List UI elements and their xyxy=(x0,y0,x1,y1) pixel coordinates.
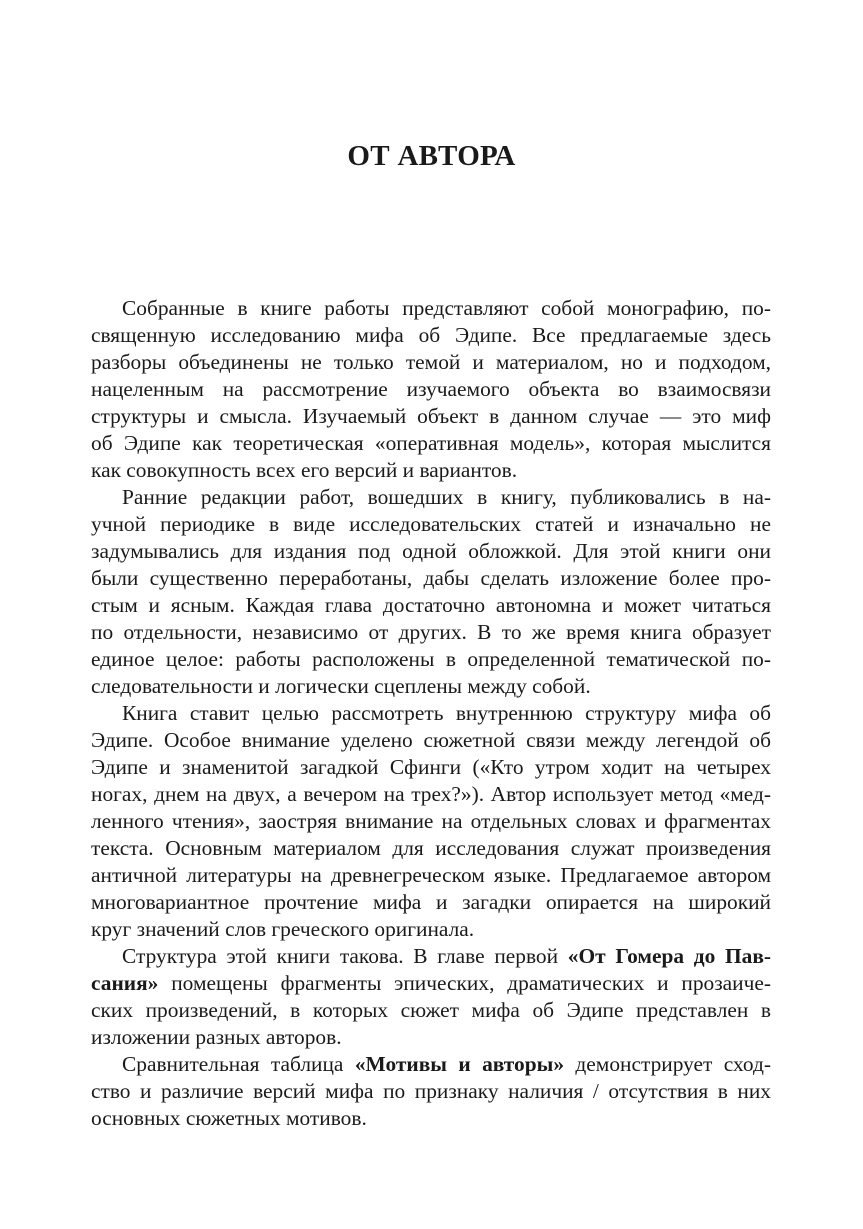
text-line: изложении разных авторов. xyxy=(91,1025,342,1049)
text-line: круг значений слов греческого оригинала. xyxy=(91,917,475,941)
paragraph-1 xyxy=(91,295,771,484)
text-line: задумывались для издания под одной обложкой. Для этой книги они xyxy=(91,539,771,563)
text-line: стым и ясным. Каждая глава достаточно автономна и может читаться xyxy=(91,593,771,617)
text-line: разборы объединены не только темой и материалом, но и подходом, xyxy=(91,350,771,374)
text-line: были существенно переработаны, дабы сделать изложение более про- xyxy=(91,566,771,590)
text-line: священную исследованию мифа об Эдипе. Все предлагаемые здесь xyxy=(91,323,771,347)
text-line: по отдельности, независимо от других. В то же время книга образует xyxy=(91,620,771,644)
text-line: ских произведений, в которых сюжет мифа об Эдипе представлен в xyxy=(91,998,771,1022)
text-span: демонстрирует сход- xyxy=(564,1052,771,1076)
text-line xyxy=(91,1051,771,1078)
text-line: античной литературы на древнегреческом языке. Предлагаемое автором xyxy=(91,863,771,887)
paragraph-4 xyxy=(91,943,771,1051)
text-line: Книга ставит целью рассмотреть внутреннюю структуру мифа об xyxy=(122,701,771,725)
text-line: учной периодике в виде исследовательских статей и изначально не xyxy=(91,512,771,536)
text-line: основных сюжетных мотивов. xyxy=(91,1106,367,1130)
paragraph-3 xyxy=(91,700,771,943)
text-line: ногах, днем на двух, а вечером на трех?»). Автор использует метод «мед- xyxy=(91,782,771,806)
text-line: как совокупность всех его версий и вариантов. xyxy=(91,458,518,482)
text-span: Структура этой книги такова. В главе первой xyxy=(122,944,568,968)
paragraph-5 xyxy=(91,1051,771,1132)
text-line: многовариантное прочтение мифа и загадки опирается на широкий xyxy=(91,890,771,914)
text-line: Собранные в книге работы представляют собой монографию, по- xyxy=(122,296,771,320)
text-line: Ранние редакции работ, вошедших в книгу, публиковались в на- xyxy=(122,485,771,509)
text-line: единое целое: работы расположены в определенной тематической по- xyxy=(91,647,771,671)
text-span: Сравнительная таблица xyxy=(122,1052,355,1076)
text-span: помещены фрагменты эпических, драматических и прозаиче- xyxy=(158,971,771,995)
text-line: Эдипе. Особое внимание уделено сюжетной связи между легендой об xyxy=(91,728,771,752)
paragraph-2 xyxy=(91,484,771,700)
chapter-title-bold: «От Гомера до Пав- xyxy=(567,944,771,968)
page-title: ОТ АВТОРА xyxy=(347,140,516,172)
table-title-bold: «Мотивы и авторы» xyxy=(354,1052,565,1076)
text-line: структуры и смысла. Изучаемый объект в данном случае — это миф xyxy=(91,404,771,428)
text-line: нацеленным на рассмотрение изучаемого объекта во взаимосвязи xyxy=(91,377,771,401)
body-text xyxy=(91,295,771,1132)
text-line: ство и различие версий мифа по признаку наличия / отсутствия в них xyxy=(91,1079,771,1103)
text-line: следовательности и логически сцеплены между собой. xyxy=(91,674,591,698)
text-line: Эдипе и знаменитой загадкой Сфинги («Кто утром ходит на четырех xyxy=(91,755,771,779)
text-line xyxy=(91,970,771,997)
text-line: об Эдипе как теоретическая «оперативная модель», которая мыслится xyxy=(91,431,771,455)
chapter-title-bold: сания» xyxy=(91,971,159,995)
text-line: текста. Основным материалом для исследования служат произведения xyxy=(91,836,771,860)
text-line xyxy=(91,943,771,970)
text-line: ленного чтения», заостряя внимание на отдельных словах и фрагментах xyxy=(91,809,771,833)
